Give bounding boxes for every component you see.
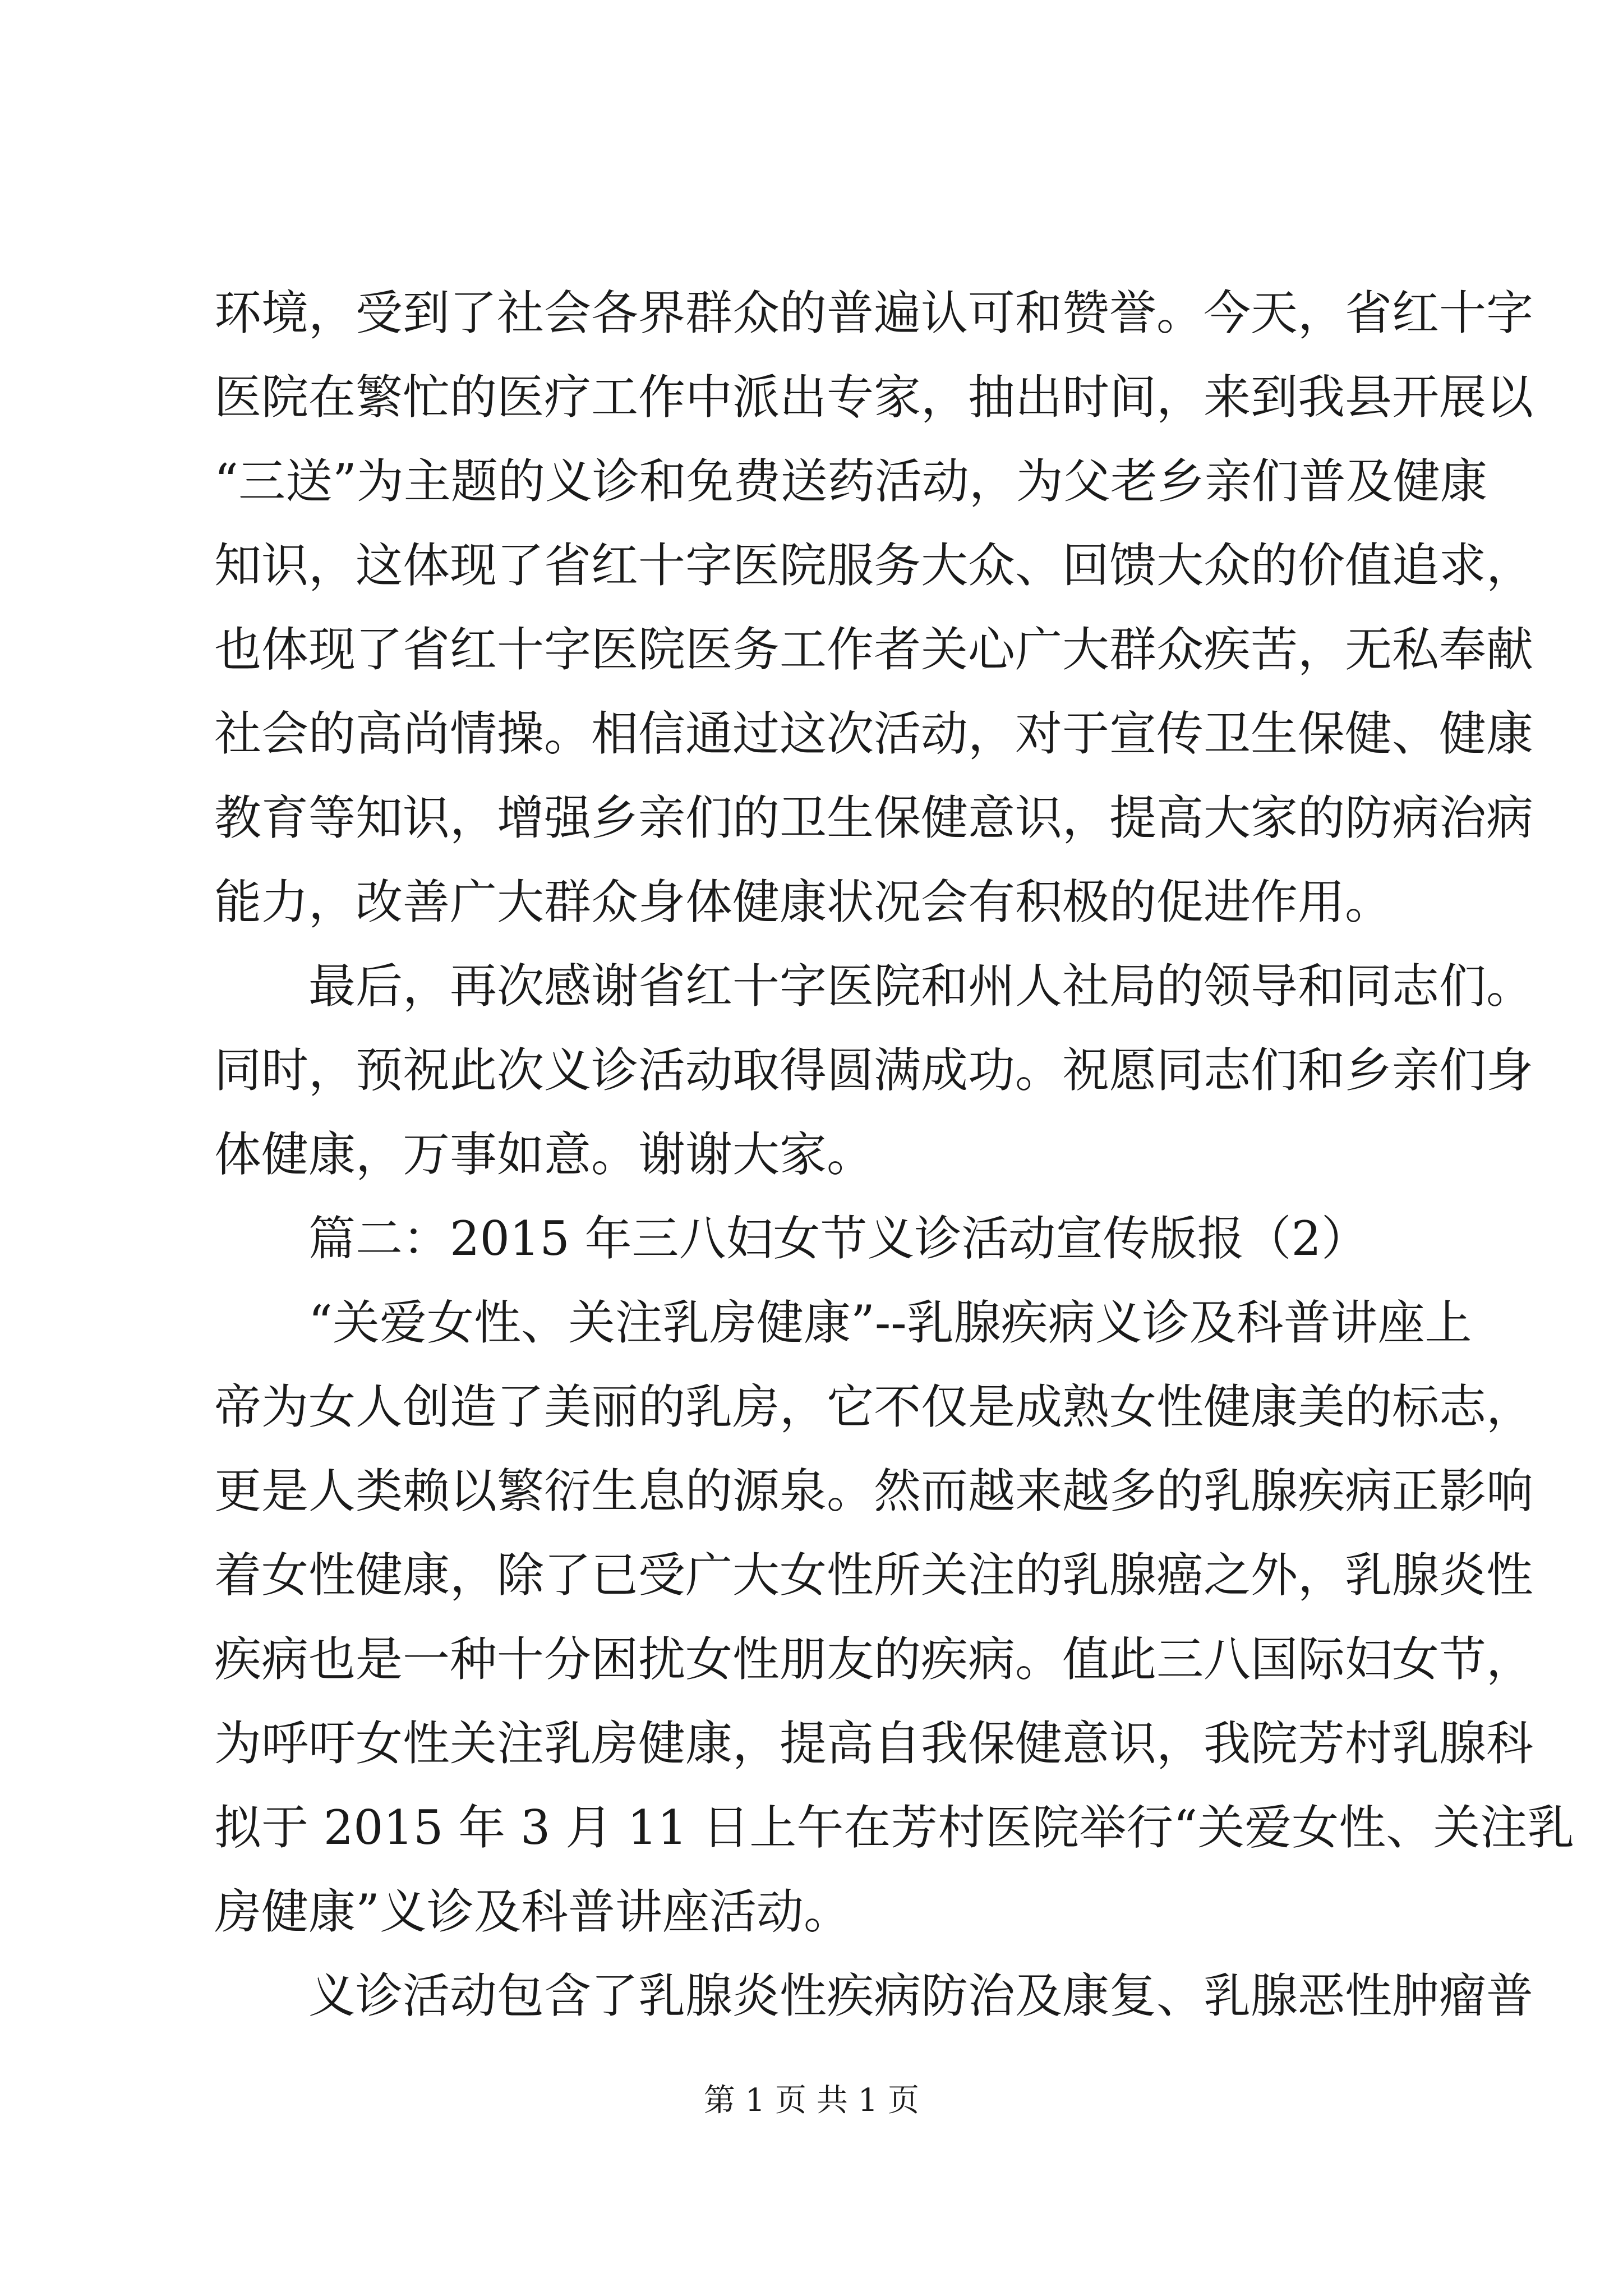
text-line: 知识，这体现了省红十字医院服务大众、回馈大众的价值追求， <box>214 538 1534 593</box>
text-line: 同时，预祝此次义诊活动取得圆满成功。祝愿同志们和乡亲们身 <box>214 1043 1534 1098</box>
text-line: 房健康”义诊及科普讲座活动。 <box>214 1884 851 1939</box>
text-line: 能力，改善广大群众身体健康状况会有积极的促进作用。 <box>214 875 1393 930</box>
text-line: 体健康，万事如意。谢谢大家。 <box>214 1127 874 1182</box>
text-line: 拟于 2015 年 3 月 11 日上午在芳村医院举行“关爱女性、关注乳 <box>214 1800 1575 1855</box>
text-line: “关爱女性、关注乳房健康”--乳腺疾病义诊及科普讲座上 <box>214 1295 1472 1350</box>
section-heading: 篇二：2015 年三八妇女节义诊活动宣传版报（2） <box>214 1211 1368 1266</box>
text-line: 更是人类赖以繁衍生息的源泉。然而越来越多的乳腺疾病正影响 <box>214 1464 1534 1519</box>
text-line: 医院在繁忙的医疗工作中派出专家，抽出时间，来到我县开展以 <box>214 370 1534 425</box>
text-line: 也体现了省红十字医院医务工作者关心广大群众疾苦，无私奉献 <box>214 622 1534 677</box>
text-line: 着女性健康，除了已受广大女性所关注的乳腺癌之外，乳腺炎性 <box>214 1548 1534 1603</box>
text-line: 社会的高尚情操。相信通过这次活动，对于宣传卫生保健、健康 <box>214 706 1534 761</box>
text-line: 为呼吁女性关注乳房健康，提高自我保健意识，我院芳村乳腺科 <box>214 1716 1534 1771</box>
text-line: 义诊活动包含了乳腺炎性疾病防治及康复、乳腺恶性肿瘤普 <box>214 1968 1534 2023</box>
page-footer: 第 1 页 共 1 页 <box>703 2082 920 2119</box>
text-line: 帝为女人创造了美丽的乳房，它不仅是成熟女性健康美的标志， <box>214 1379 1534 1434</box>
text-line: 最后，再次感谢省红十字医院和州人社局的领导和同志们。 <box>214 959 1534 1014</box>
text-line: 疾病也是一种十分困扰女性朋友的疾病。值此三八国际妇女节， <box>214 1632 1534 1687</box>
text-line: “三送”为主题的义诊和免费送药活动，为父老乡亲们普及健康 <box>214 454 1487 509</box>
text-line: 环境，受到了社会各界群众的普遍认可和赞誉。今天，省红十字 <box>214 286 1534 341</box>
text-line: 教育等知识，增强乡亲们的卫生保健意识，提高大家的防病治病 <box>214 790 1534 845</box>
